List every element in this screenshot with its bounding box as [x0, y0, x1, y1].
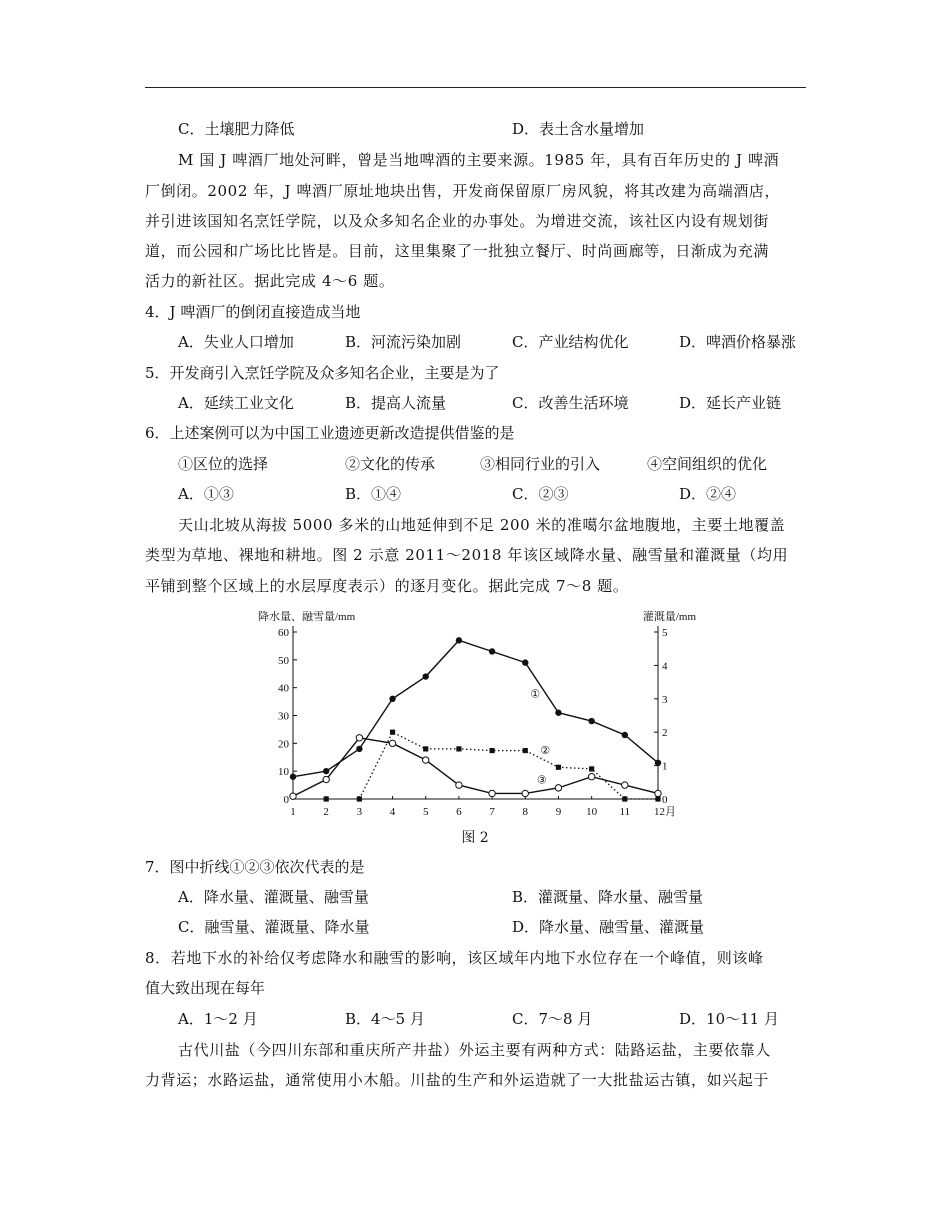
point-series-3: [389, 740, 395, 746]
point-series-2: [324, 796, 329, 801]
passage2-line-1: 天山北坡从海拔 5000 多米的山地延伸到不足 200 米的准噶尔盆地腹地，主要土地覆盖: [178, 516, 786, 534]
y-right-tick-label: 5: [662, 627, 668, 639]
point-series-2: [655, 796, 660, 801]
figure-caption: 图 2: [461, 830, 489, 846]
ylabel-left: 降水量、融雪量/mm: [258, 611, 356, 623]
point-series-3: [423, 757, 429, 763]
point-series-2: [390, 730, 395, 735]
point-series-3: [323, 776, 329, 782]
point-series-3: [290, 793, 296, 799]
point-series-1: [356, 746, 362, 752]
point-series-3: [555, 785, 561, 791]
prev-option-c: C．土壤肥力降低: [178, 120, 295, 138]
q4-option-d: D．啤酒价格暴涨: [679, 333, 797, 351]
point-series-3: [356, 735, 362, 741]
point-series-1: [423, 673, 429, 679]
passage1-line-5: 活力的新社区。据此完成 4～6 题。: [145, 272, 395, 290]
y-left-tick-label: 0: [283, 794, 289, 806]
x-tick-label: 11: [619, 806, 631, 818]
point-series-3: [622, 782, 628, 788]
series-line-②: [359, 732, 658, 799]
prev-option-d: D．表土含水量增加: [512, 120, 645, 138]
q7-option-b: B．灌溉量、降水量、融雪量: [512, 888, 704, 906]
point-series-1: [522, 659, 528, 665]
q7-stem: 7．图中折线①②③依次代表的是: [145, 858, 365, 876]
passage2-line-3: 平铺到整个区域上的水层厚度表示）的逐月变化。据此完成 7～8 题。: [145, 577, 629, 595]
x-tick-label: 2: [323, 806, 329, 818]
point-series-1: [456, 637, 462, 643]
y-right-tick-label: 1: [662, 760, 668, 773]
y-left-tick-label: 30: [278, 710, 289, 723]
x-tick-label: 9: [555, 806, 562, 818]
q8-stem-line-1: 8．若地下水的补给仅考虑降水和融雪的影响，该区域年内地下水位存在一个峰值，则该峰: [145, 949, 764, 967]
q8-option-a: A．1～2 月: [178, 1010, 258, 1028]
y-left-tick-label: 20: [278, 738, 289, 751]
point-series-2: [523, 748, 528, 753]
q4-option-b: B．河流污染加剧: [345, 333, 462, 351]
x-tick-label: 12月: [654, 806, 676, 818]
y-left-tick-label: 40: [278, 682, 289, 695]
point-series-1: [588, 718, 594, 724]
q6-item-1: ①区位的选择: [178, 455, 269, 473]
q6-option-b: B．①④: [345, 485, 402, 503]
figure-2-chart: [252, 606, 702, 846]
q4-option-a: A．失业人口增加: [178, 333, 294, 351]
x-tick-label: 5: [422, 806, 429, 818]
x-tick-label: 3: [356, 806, 363, 818]
point-series-2: [589, 766, 594, 771]
y-right-tick-label: 4: [662, 660, 668, 673]
passage1-line-4: 道，而公园和广场比比皆是。目前，这里集聚了一批独立餐厅、时尚画廊等，日渐成为充满: [145, 242, 770, 260]
point-series-2: [423, 746, 428, 751]
point-series-1: [323, 768, 329, 774]
q6-item-2: ②文化的传承: [345, 455, 436, 473]
q6-item-3: ③相同行业的引入: [480, 455, 601, 473]
passage3-line-1: 古代川盐（今四川东部和重庆所产井盐）外运主要有两种方式：陆路运盐，主要依靠人: [178, 1041, 771, 1059]
q7-option-d: D．降水量、融雪量、灌溉量: [512, 918, 705, 936]
q5-stem: 5．开发商引入烹饪学院及众多知名企业，主要是为了: [145, 364, 500, 382]
point-series-3: [588, 774, 594, 780]
point-series-1: [489, 648, 495, 654]
point-series-1: [389, 696, 395, 702]
q6-option-c: C．②③: [512, 485, 569, 503]
q4-option-c: C．产业结构优化: [512, 333, 629, 351]
q5-option-a: A．延续工业文化: [178, 394, 294, 412]
point-series-2: [489, 748, 494, 753]
x-tick-label: 1: [290, 806, 296, 818]
x-tick-label: 10: [586, 806, 598, 818]
q4-stem: 4．J 啤酒厂的倒闭直接造成当地: [145, 303, 361, 321]
header-rule: [145, 87, 806, 88]
q8-option-b: B．4～5 月: [345, 1010, 425, 1028]
passage1-line-2: 厂倒闭。2002 年，J 啤酒厂原址地块出售，开发商保留原厂房风貌，将其改建为高端酒店，: [145, 182, 781, 200]
q5-option-b: B．提高人流量: [345, 394, 447, 412]
q6-option-a: A．①③: [178, 485, 234, 503]
chart-svg: [252, 606, 702, 826]
ylabel-right: 灌溉量/mm: [642, 611, 696, 623]
x-tick-label: 6: [456, 806, 462, 818]
passage1-line-3: 并引进该国知名烹饪学院，以及众多知名企业的办事处。为增进交流，该社区内设有规划街: [145, 212, 770, 230]
point-series-3: [522, 790, 528, 796]
q6-item-4: ④空间组织的优化: [647, 455, 768, 473]
passage2-line-2: 类型为草地、裸地和耕地。图 2 示意 2011～2018 年该区域降水量、融雪量和灌溉量（均用: [145, 546, 789, 564]
series-line-③: [293, 738, 658, 796]
point-series-1: [290, 774, 296, 780]
q7-option-c: C．融雪量、灌溉量、降水量: [178, 918, 370, 936]
q5-option-d: D．延长产业链: [679, 394, 782, 412]
q8-stem-line-2: 值大致出现在每年: [145, 979, 266, 997]
x-tick-label: 8: [522, 806, 529, 818]
point-series-3: [655, 790, 661, 796]
point-series-3: [489, 790, 495, 796]
point-series-2: [556, 765, 561, 770]
q8-option-c: C．7～8 月: [512, 1010, 593, 1028]
point-series-1: [655, 760, 661, 766]
y-right-tick-label: 2: [662, 727, 668, 740]
q6-option-d: D．②④: [679, 485, 737, 503]
point-series-2: [357, 796, 362, 801]
passage1-line-1: M 国 J 啤酒厂地处河畔，曾是当地啤酒的主要来源。1985 年，具有百年历史的 J 啤酒: [178, 151, 780, 169]
q5-option-c: C．改善生活环境: [512, 394, 629, 412]
x-tick-label: 7: [489, 806, 495, 818]
x-tick-label: 4: [389, 806, 396, 818]
y-left-tick-label: 10: [278, 766, 289, 779]
passage3-line-2: 力背运；水路运盐，通常使用小木船。川盐的生产和外运造就了一大批盐运古镇，如兴起于: [145, 1071, 770, 1089]
q8-option-d: D．10～11 月: [679, 1010, 779, 1028]
series-line-①: [293, 640, 658, 776]
series-label: ③: [536, 774, 547, 787]
y-left-tick-label: 60: [278, 627, 289, 639]
point-series-1: [622, 732, 628, 738]
series-label: ①: [530, 688, 541, 701]
y-right-tick-label: 0: [662, 794, 668, 806]
series-label: ②: [540, 744, 551, 757]
point-series-1: [555, 710, 561, 716]
y-right-tick-label: 3: [662, 693, 668, 706]
chart-series: [290, 637, 661, 801]
y-left-tick-label: 50: [278, 654, 289, 667]
point-series-2: [456, 746, 461, 751]
point-series-2: [622, 796, 627, 801]
q7-option-a: A．降水量、灌溉量、融雪量: [178, 888, 369, 906]
q6-stem: 6．上述案例可以为中国工业遗迹更新改造提供借鉴的是: [145, 424, 515, 442]
point-series-3: [456, 782, 462, 788]
